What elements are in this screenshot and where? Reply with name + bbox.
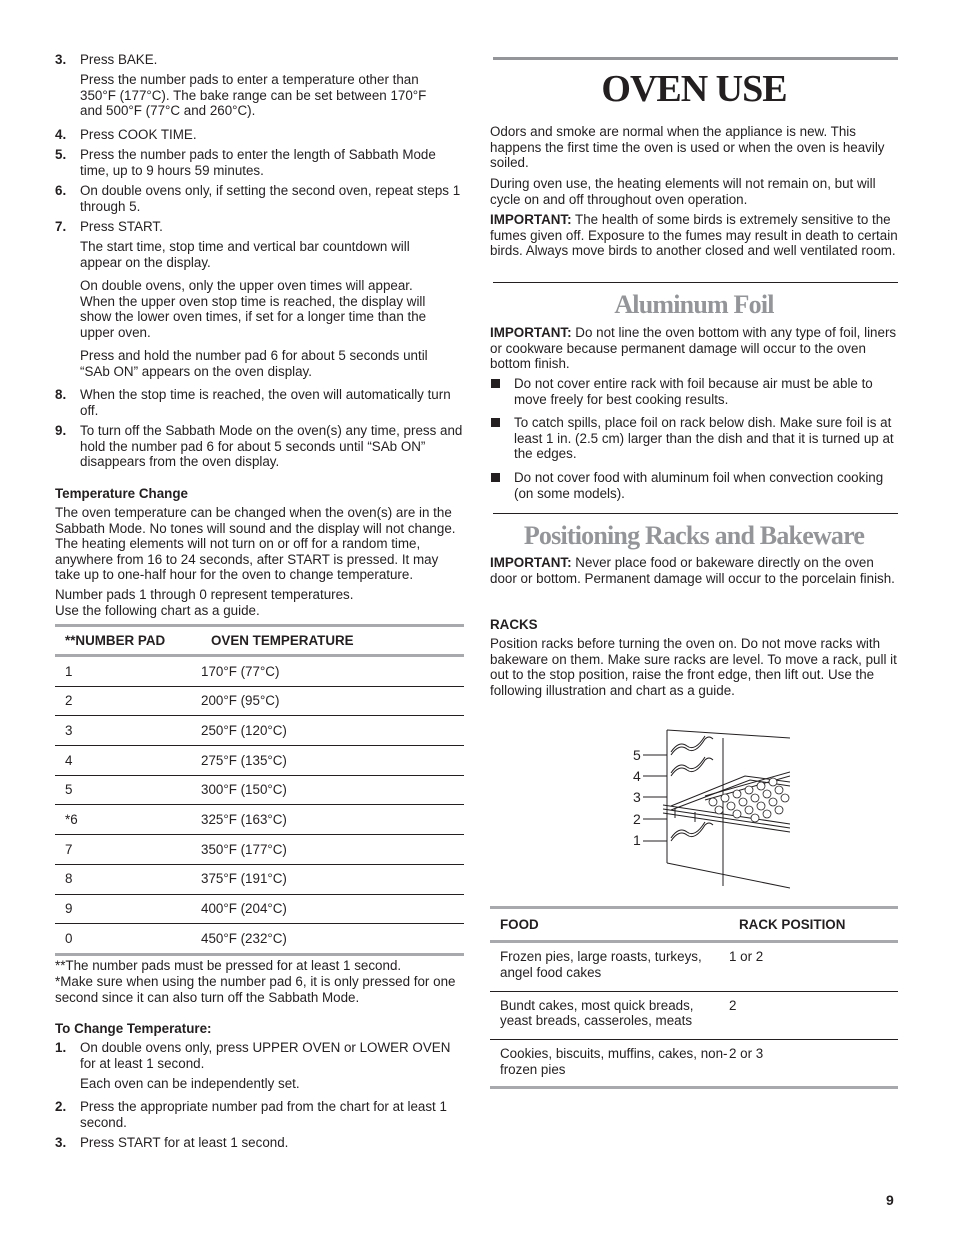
oven-temperature-cell: 375°F (191°C) [201, 871, 287, 887]
numbered-step [55, 219, 464, 235]
table-row [55, 746, 464, 776]
numbered-step [55, 127, 464, 143]
step-number: 3. [55, 52, 67, 67]
oven-temperature-cell: 200°F (95°C) [201, 693, 280, 709]
numbered-step [55, 1135, 464, 1151]
racks-text: Position racks before turning the oven on. Do not move racks with bakeware on them. Make sure racks are level. To move a rack, pull it out to the stop position, raise the front edge, then lift out. Use the following illustration and chart as a guide. [490, 636, 897, 698]
step-text: Press COOK TIME. [80, 127, 197, 142]
step-detail: The start time, stop time and vertical bar countdown will appear on the display. [80, 239, 410, 270]
important-label: IMPORTANT: [490, 212, 572, 227]
step-number: 2. [55, 1099, 67, 1114]
birds-warning-text: The health of some birds is extremely sensitive to the fumes given off. Exposure to the fumes may result in death to certain birds. Always move birds to another closed and well ventilated room. [490, 212, 898, 259]
step-text: On double ovens only, if setting the second oven, repeat steps 1 through 5. [80, 183, 461, 214]
oven-temperature-cell: 400°F (204°C) [201, 901, 287, 917]
numbered-step [55, 423, 464, 470]
table-row [55, 924, 464, 956]
step-number: 4. [55, 127, 67, 142]
number-pad-cell: 1 [65, 663, 73, 679]
bullet-square-icon [491, 418, 500, 427]
table-row [55, 716, 464, 746]
oven-temperature-cell: 170°F (77°C) [201, 663, 280, 679]
number-pad-cell: 3 [65, 722, 73, 738]
number-pad-table-body [55, 657, 464, 956]
step-text: Press the appropriate number pad from the chart for at least 1 second. [80, 1099, 447, 1130]
header-oven-temperature: OVEN TEMPERATURE [211, 632, 354, 648]
rack-label-1: 1 [633, 832, 641, 848]
step-text: Press START. [80, 219, 163, 234]
oven-temperature-cell: 450°F (232°C) [201, 930, 287, 946]
list-item [490, 415, 898, 462]
number-pad-cell: 0 [65, 930, 73, 946]
racks-rule [493, 513, 898, 514]
table-row [55, 687, 464, 717]
rack-label-3: 3 [633, 789, 641, 805]
bullet-square-icon [491, 473, 500, 482]
rack-position-cell: 1 or 2 [729, 949, 764, 964]
step-number: 9. [55, 423, 67, 438]
list-item [490, 376, 898, 407]
footnote-double-star: **The number pads must be pressed for at least 1 second. [55, 958, 402, 973]
rack-table-body [490, 943, 898, 1089]
table-row [55, 895, 464, 925]
intro-birds-warning [490, 212, 898, 259]
numbered-step [55, 147, 464, 178]
table-row [55, 657, 464, 687]
important-label: IMPORTANT: [490, 555, 572, 570]
rack-label-2: 2 [633, 811, 641, 827]
numbered-step [55, 52, 464, 68]
rack-position-table [490, 906, 898, 1089]
table-row [490, 943, 898, 992]
number-pad-cell: 4 [65, 752, 73, 768]
bullet-text: Do not cover entire rack with foil because air must be able to move freely for best cooking results. [514, 376, 873, 407]
header-rack-position: RACK POSITION [739, 916, 846, 932]
numbered-step [55, 1099, 464, 1130]
temperature-change-text: The oven temperature can be changed when the oven(s) are in the Sabbath Mode. No tones will sound and the display will not change. The heating elements will not turn on or off for a random time, anywhere from 16 to 24 seconds, after START is pressed. It may take up to one-half hour for the oven to change temperature. [55, 505, 456, 583]
number-pads-note: Number pads 1 through 0 represent temperatures. [55, 587, 354, 602]
number-pad-cell: 9 [65, 901, 73, 917]
rack-table-header [490, 909, 898, 943]
number-pad-table [55, 624, 464, 956]
aluminum-foil-heading: Aluminum Foil [614, 290, 774, 319]
step-number: 1. [55, 1040, 67, 1055]
oven-temperature-cell: 325°F (163°C) [201, 811, 287, 827]
step-detail: Press and hold the number pad 6 for about 5 seconds until “SAb ON” appears on the oven display. [80, 348, 428, 379]
title-rule [493, 57, 898, 60]
oven-temperature-cell: 250°F (120°C) [201, 722, 287, 738]
foil-rule [493, 282, 898, 283]
positioning-racks-heading: Positioning Racks and Bakeware [523, 521, 865, 550]
header-food: FOOD [500, 916, 539, 932]
step-number: 5. [55, 147, 67, 162]
to-change-temperature-heading: To Change Temperature: [55, 1021, 212, 1036]
table-row [55, 835, 464, 865]
important-label: IMPORTANT: [490, 325, 572, 340]
step-detail: Press the number pads to enter a temperature other than 350°F (177°C). The bake range can be set between 170°F and 500°F (77°C and 260°C). [80, 72, 427, 119]
step-number: 8. [55, 387, 67, 402]
number-pad-cell: 2 [65, 693, 73, 709]
temperature-change-heading: Temperature Change [55, 486, 188, 501]
bullet-text: Do not cover food with aluminum foil when convection cooking (on some models). [514, 469, 884, 501]
foil-important [490, 325, 898, 372]
rack-label-5: 5 [633, 747, 641, 763]
page-title: OVEN USE [601, 68, 787, 110]
bullet-text: To catch spills, place foil on rack below dish. Make sure foil is at least 1 in. (2.5 cm) larger than the dish and that it is turned up at the edges. [514, 415, 894, 462]
number-pad-table-header [55, 627, 464, 657]
rack-label-4: 4 [633, 768, 641, 784]
oven-rack-drawing [615, 726, 790, 891]
intro-odors: Odors and smoke are normal when the appliance is new. This happens the first time the oven is used or when the oven is heavily soiled. [490, 124, 885, 171]
rack-position-cell: 2 or 3 [729, 1046, 764, 1061]
number-pad-cell: *6 [65, 811, 78, 827]
number-pad-cell: 8 [65, 871, 73, 887]
step-detail: Each oven can be independently set. [80, 1076, 300, 1091]
step-text: To turn off the Sabbath Mode on the oven(s) any time, press and hold the number pad 6 for about 5 seconds until “SAb ON” disappears from the oven display. [80, 423, 463, 470]
foil-bullet-list [490, 376, 898, 509]
step-text: Press BAKE. [80, 52, 158, 67]
number-pad-cell: 5 [65, 782, 73, 798]
oven-temperature-cell: 275°F (135°C) [201, 752, 287, 768]
racks-important [490, 555, 898, 586]
step-text: When the stop time is reached, the oven will automatically turn off. [80, 387, 451, 418]
numbered-step [55, 387, 464, 418]
rack-illustration [615, 726, 790, 891]
food-cell: Cookies, biscuits, muffins, cakes, non-frozen pies [500, 1046, 728, 1077]
racks-important-text: Never place food or bakeware directly on the oven door or bottom. Permanent damage will occur to the porcelain finish. [490, 555, 895, 586]
chart-guide-note: Use the following chart as a guide. [55, 603, 260, 618]
table-row [55, 865, 464, 895]
table-row [490, 992, 898, 1041]
rack-position-cell: 2 [729, 997, 737, 1013]
footnote-star: *Make sure when using the number pad 6, it is only pressed for one second since it can also turn off the Sabbath Mode. [55, 974, 456, 1005]
intro-heating-elements: During oven use, the heating elements will not remain on, but will cycle on and off throughout oven operation. [490, 176, 876, 207]
step-text: On double ovens only, press UPPER OVEN or LOWER OVEN for at least 1 second. [80, 1040, 451, 1071]
step-number: 6. [55, 183, 67, 198]
food-cell: Bundt cakes, most quick breads, yeast breads, casseroles, meats [500, 997, 694, 1029]
table-row [55, 776, 464, 806]
page-number: 9 [886, 1192, 894, 1208]
food-cell: Frozen pies, large roasts, turkeys, angel food cakes [500, 949, 702, 980]
oven-temperature-cell: 350°F (177°C) [201, 841, 287, 857]
list-item [490, 470, 898, 501]
numbered-step [55, 1040, 464, 1071]
foil-important-text: Do not line the oven bottom with any type of foil, liners or cookware because permanent damage will occur to the oven bottom finish. [490, 325, 897, 372]
table-row [55, 805, 464, 835]
step-text: Press START for at least 1 second. [80, 1135, 289, 1150]
oven-temperature-cell: 300°F (150°C) [201, 782, 287, 798]
number-pad-cell: 7 [65, 841, 73, 857]
step-number: 7. [55, 219, 67, 234]
step-number: 3. [55, 1135, 67, 1150]
table-row [490, 1040, 898, 1089]
numbered-step [55, 183, 464, 214]
step-detail: On double ovens, only the upper oven times will appear. When the upper oven stop time is reached, the display will show the lower oven times, if set for a longer time than the upper oven. [80, 278, 427, 340]
racks-subheading: RACKS [490, 617, 538, 632]
bullet-square-icon [491, 379, 500, 388]
header-number-pad: **NUMBER PAD [65, 632, 166, 648]
step-text: Press the number pads to enter the length of Sabbath Mode time, up to 9 hours 59 minutes. [80, 147, 436, 178]
